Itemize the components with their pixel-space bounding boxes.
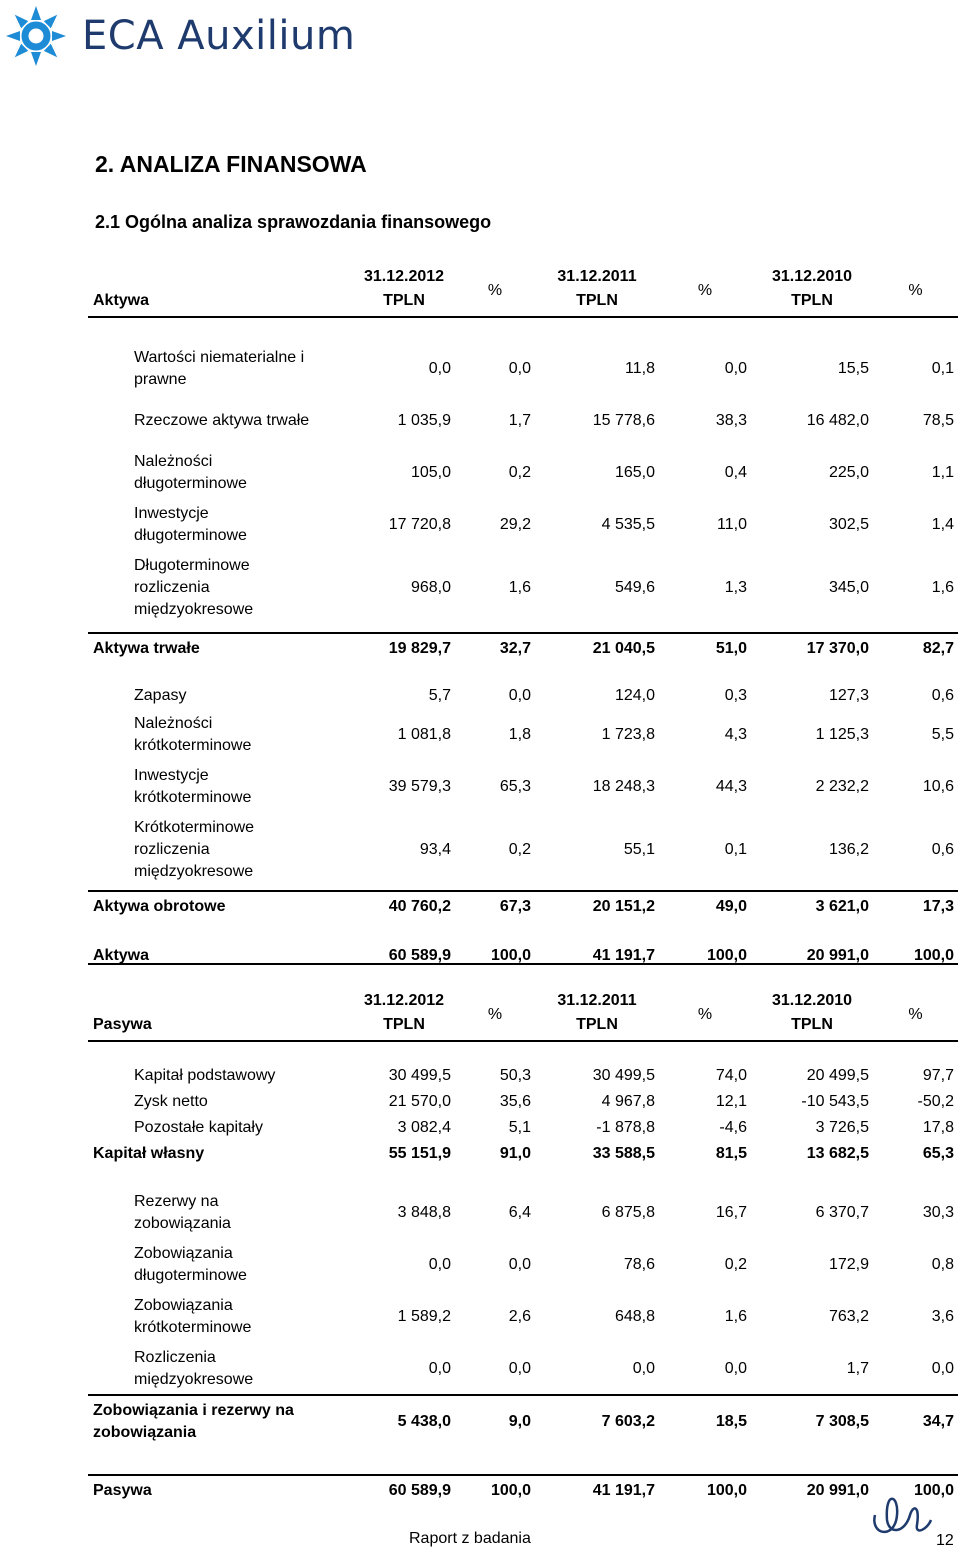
- section-subheading: 2.1 Ogólna analiza sprawozdania finansowego: [95, 212, 492, 232]
- percent-cell: 5,1: [508, 1119, 531, 1136]
- value-cell: -1 878,8: [596, 1119, 655, 1136]
- financial-table: [88, 265, 958, 971]
- percent-cell: 0,6: [931, 841, 954, 858]
- row-label: Inwestycje krótkoterminowe: [134, 767, 252, 806]
- value-cell: 17 720,8: [388, 516, 451, 533]
- table-row: [88, 709, 958, 761]
- row-label: Rzeczowe aktywa trwałe: [134, 412, 310, 429]
- pct-header: %: [659, 989, 751, 1041]
- value-cell: 15 778,6: [592, 412, 655, 429]
- year-header: 31.12.2010 TPLN: [751, 989, 873, 1041]
- percent-cell: 17,3: [873, 891, 958, 921]
- liabilities-header: [88, 265, 958, 317]
- table-row: [88, 1115, 958, 1141]
- percent-cell: 0,0: [508, 1359, 531, 1377]
- liabilities-header-label: Aktywa: [88, 265, 353, 317]
- percent-cell: 78,5: [922, 412, 954, 429]
- value-cell: 0,0: [428, 360, 451, 377]
- value-cell: 21 570,0: [388, 1093, 451, 1110]
- liabilities-header-label: Pasywa: [88, 989, 353, 1041]
- percent-cell: 0,2: [508, 464, 531, 481]
- row-label: Zysk netto: [134, 1093, 208, 1110]
- value-cell: 0,0: [428, 1359, 451, 1377]
- table-row: [88, 499, 958, 551]
- row-label: Pozostałe kapitały: [134, 1119, 263, 1136]
- value-cell: 60 589,9: [353, 1475, 455, 1505]
- row-label: Należności krótkoterminowe: [134, 715, 252, 754]
- value-cell: 21 040,5: [535, 633, 659, 663]
- percent-cell: 0,0: [508, 687, 531, 704]
- value-cell: 763,2: [828, 1308, 869, 1325]
- value-cell: 4 967,8: [601, 1093, 655, 1110]
- value-cell: 5 438,0: [353, 1395, 455, 1447]
- value-cell: 2 232,2: [815, 778, 869, 795]
- row-label: Kapitał własny: [93, 1145, 205, 1162]
- value-cell: 39 579,3: [388, 778, 451, 795]
- value-cell: 648,8: [614, 1308, 655, 1325]
- value-cell: 20 991,0: [806, 947, 869, 964]
- value-cell: 105,0: [410, 464, 451, 481]
- total-row: [88, 1141, 958, 1167]
- pct-header: %: [659, 265, 751, 317]
- percent-cell: 5,5: [931, 726, 954, 743]
- row-label: Długoterminowe rozliczenia międzyokresowe: [134, 557, 254, 618]
- percent-cell: 74,0: [715, 1067, 747, 1084]
- percent-cell: 38,3: [715, 412, 747, 429]
- table-row: [88, 761, 958, 813]
- percent-cell: 6,4: [508, 1204, 531, 1221]
- percent-cell: 51,0: [659, 633, 751, 663]
- percent-cell: 29,2: [499, 516, 531, 533]
- table-row: [88, 683, 958, 709]
- row-label: Aktywa obrotowe: [88, 891, 353, 921]
- value-cell: 78,6: [623, 1256, 655, 1273]
- row-label: Zobowiązania i rezerwy na zobowiązania: [88, 1395, 353, 1447]
- financial-table: [88, 989, 958, 1505]
- percent-cell: 16,7: [715, 1204, 747, 1221]
- percent-cell: 9,0: [455, 1395, 535, 1447]
- percent-cell: 18,5: [659, 1395, 751, 1447]
- row-label: Wartości niematerialne i prawne: [134, 349, 305, 388]
- table-row: [88, 1089, 958, 1115]
- percent-cell: 4,3: [724, 726, 747, 743]
- footer-text: Raport z badania: [409, 1530, 531, 1547]
- percent-cell: 65,3: [499, 778, 531, 795]
- table-row: [88, 1343, 958, 1395]
- percent-cell: 30,3: [922, 1204, 954, 1221]
- percent-cell: 10,6: [922, 778, 954, 795]
- value-cell: 0,0: [428, 1256, 451, 1273]
- row-label: Inwestycje długoterminowe: [134, 505, 247, 544]
- company-logo: [4, 4, 355, 68]
- percent-cell: 0,2: [508, 841, 531, 858]
- value-cell: 20 151,2: [535, 891, 659, 921]
- percent-cell: 1,1: [931, 464, 954, 481]
- year-header: 31.12.2012 TPLN: [353, 989, 455, 1041]
- percent-cell: 100,0: [873, 1475, 958, 1505]
- percent-cell: 100,0: [913, 947, 954, 964]
- table-row: [88, 551, 958, 625]
- value-cell: 55,1: [623, 841, 655, 858]
- value-cell: 20 499,5: [806, 1067, 869, 1084]
- value-cell: 40 760,2: [353, 891, 455, 921]
- value-cell: 1 035,9: [397, 412, 451, 429]
- value-cell: 17 370,0: [751, 633, 873, 663]
- percent-cell: 67,3: [455, 891, 535, 921]
- percent-cell: 17,8: [922, 1119, 954, 1136]
- percent-cell: 0,2: [724, 1256, 747, 1273]
- value-cell: -10 543,5: [801, 1093, 869, 1110]
- value-cell: 5,7: [428, 687, 451, 704]
- value-cell: 30 499,5: [592, 1067, 655, 1084]
- value-cell: 3 848,8: [397, 1204, 451, 1221]
- value-cell: 7 603,2: [535, 1395, 659, 1447]
- percent-cell: 3,6: [931, 1308, 954, 1325]
- percent-cell: 0,0: [724, 1359, 747, 1377]
- percent-cell: 50,3: [499, 1067, 531, 1084]
- value-cell: 33 588,5: [592, 1145, 655, 1162]
- percent-cell: 49,0: [659, 891, 751, 921]
- percent-cell: 12,1: [715, 1093, 747, 1110]
- value-cell: 1,7: [846, 1359, 869, 1377]
- value-cell: 172,9: [828, 1256, 869, 1273]
- page-number: 12: [936, 1532, 954, 1549]
- percent-cell: 100,0: [706, 947, 747, 964]
- value-cell: 41 191,7: [592, 947, 655, 964]
- value-cell: 3 621,0: [751, 891, 873, 921]
- value-cell: 3 726,5: [815, 1119, 869, 1136]
- value-cell: 968,0: [410, 579, 451, 596]
- value-cell: 13 682,5: [806, 1145, 869, 1162]
- pct-header: %: [873, 989, 958, 1041]
- total-row: [88, 633, 958, 663]
- value-cell: 1 081,8: [397, 726, 451, 743]
- table-row: [88, 1291, 958, 1343]
- percent-cell: 1,6: [931, 579, 954, 596]
- value-cell: 16 482,0: [806, 412, 869, 429]
- percent-cell: 0,0: [931, 1359, 954, 1377]
- percent-cell: 100,0: [659, 1475, 751, 1505]
- row-label: Zobowiązania długoterminowe: [134, 1245, 247, 1284]
- star-logo-icon: [4, 4, 68, 68]
- value-cell: 0,0: [632, 1359, 655, 1377]
- percent-cell: 91,0: [499, 1145, 531, 1162]
- table-row: [88, 1187, 958, 1239]
- row-label: Kapitał podstawowy: [134, 1067, 276, 1084]
- value-cell: 18 248,3: [592, 778, 655, 795]
- year-header: 31.12.2012 TPLN: [353, 265, 455, 317]
- percent-cell: -50,2: [917, 1093, 954, 1110]
- table-row: [88, 813, 958, 887]
- percent-cell: 0,4: [724, 464, 747, 481]
- value-cell: 60 589,9: [388, 947, 451, 964]
- percent-cell: 65,3: [922, 1145, 954, 1162]
- value-cell: 1 125,3: [815, 726, 869, 743]
- value-cell: 302,5: [828, 516, 869, 533]
- value-cell: 136,2: [828, 841, 869, 858]
- table-row: [88, 343, 958, 395]
- pct-header: %: [455, 989, 535, 1041]
- percent-cell: 0,8: [931, 1256, 954, 1273]
- year-header: 31.12.2011 TPLN: [535, 989, 659, 1041]
- percent-cell: 35,6: [499, 1093, 531, 1110]
- value-cell: 3 082,4: [397, 1119, 451, 1136]
- row-label: Rezerwy na zobowiązania: [134, 1193, 231, 1232]
- value-cell: 549,6: [614, 579, 655, 596]
- brand-name: ECA Auxilium: [82, 13, 356, 59]
- row-label: Aktywa trwałe: [88, 633, 353, 663]
- percent-cell: 1,3: [724, 579, 747, 596]
- value-cell: 20 991,0: [751, 1475, 873, 1505]
- row-label: Aktywa: [93, 947, 150, 964]
- percent-cell: 82,7: [873, 633, 958, 663]
- value-cell: 127,3: [828, 687, 869, 704]
- pct-header: %: [455, 265, 535, 317]
- value-cell: 15,5: [837, 360, 869, 377]
- percent-cell: 100,0: [490, 947, 531, 964]
- row-label: Krótkoterminowe rozliczenia międzyokresowe: [134, 819, 255, 880]
- row-label: Pasywa: [88, 1475, 353, 1505]
- value-cell: 11,8: [625, 360, 655, 377]
- total-row: [88, 1475, 958, 1505]
- percent-cell: 1,4: [931, 516, 954, 533]
- pct-header: %: [873, 265, 958, 317]
- year-header: 31.12.2010 TPLN: [751, 265, 873, 317]
- percent-cell: 44,3: [715, 778, 747, 795]
- value-cell: 41 191,7: [535, 1475, 659, 1505]
- table-row: [88, 1239, 958, 1291]
- percent-cell: 97,7: [922, 1067, 954, 1084]
- value-cell: 93,4: [419, 841, 451, 858]
- percent-cell: 0,3: [724, 687, 747, 704]
- percent-cell: 0,6: [931, 687, 954, 704]
- value-cell: 55 151,9: [388, 1145, 451, 1162]
- percent-cell: 0,1: [724, 841, 747, 858]
- value-cell: 6 370,7: [815, 1204, 869, 1221]
- table-row: [88, 1063, 958, 1089]
- percent-cell: 0,0: [508, 1256, 531, 1273]
- row-label: Należności długoterminowe: [134, 453, 247, 492]
- percent-cell: 0,1: [931, 360, 954, 377]
- total-row: [88, 941, 958, 971]
- section-heading: 2. ANALIZA FINANSOWA: [95, 151, 367, 177]
- percent-cell: -4,6: [719, 1119, 747, 1136]
- percent-cell: 0,0: [724, 360, 747, 377]
- row-label: Zobowiązania krótkoterminowe: [134, 1297, 252, 1336]
- value-cell: 30 499,5: [388, 1067, 451, 1084]
- percent-cell: 11,0: [717, 516, 747, 533]
- value-cell: 165,0: [614, 464, 655, 481]
- value-cell: 345,0: [828, 579, 869, 596]
- percent-cell: 2,6: [508, 1308, 531, 1325]
- percent-cell: 1,7: [508, 412, 531, 429]
- percent-cell: 32,7: [455, 633, 535, 663]
- year-header: 31.12.2011 TPLN: [535, 265, 659, 317]
- total-row: [88, 891, 958, 921]
- value-cell: 6 875,8: [601, 1204, 655, 1221]
- value-cell: 1 723,8: [601, 726, 655, 743]
- total-row: [88, 1395, 958, 1447]
- value-cell: 1 589,2: [397, 1308, 451, 1325]
- table-row: [88, 395, 958, 447]
- percent-cell: 1,6: [724, 1308, 747, 1325]
- value-cell: 124,0: [614, 687, 655, 704]
- percent-cell: 1,8: [508, 726, 531, 743]
- value-cell: 4 535,5: [601, 516, 655, 533]
- table-row: [88, 447, 958, 499]
- row-label: Zapasy: [134, 687, 187, 704]
- percent-cell: 81,5: [715, 1145, 747, 1162]
- percent-cell: 1,6: [508, 579, 531, 596]
- value-cell: 19 829,7: [353, 633, 455, 663]
- percent-cell: 100,0: [455, 1475, 535, 1505]
- value-cell: 7 308,5: [751, 1395, 873, 1447]
- percent-cell: 34,7: [873, 1395, 958, 1447]
- row-label: Rozliczenia międzyokresowe: [134, 1348, 254, 1388]
- percent-cell: 0,0: [508, 360, 531, 377]
- liabilities-header: [88, 989, 958, 1041]
- value-cell: 225,0: [828, 464, 869, 481]
- divider: [88, 963, 958, 965]
